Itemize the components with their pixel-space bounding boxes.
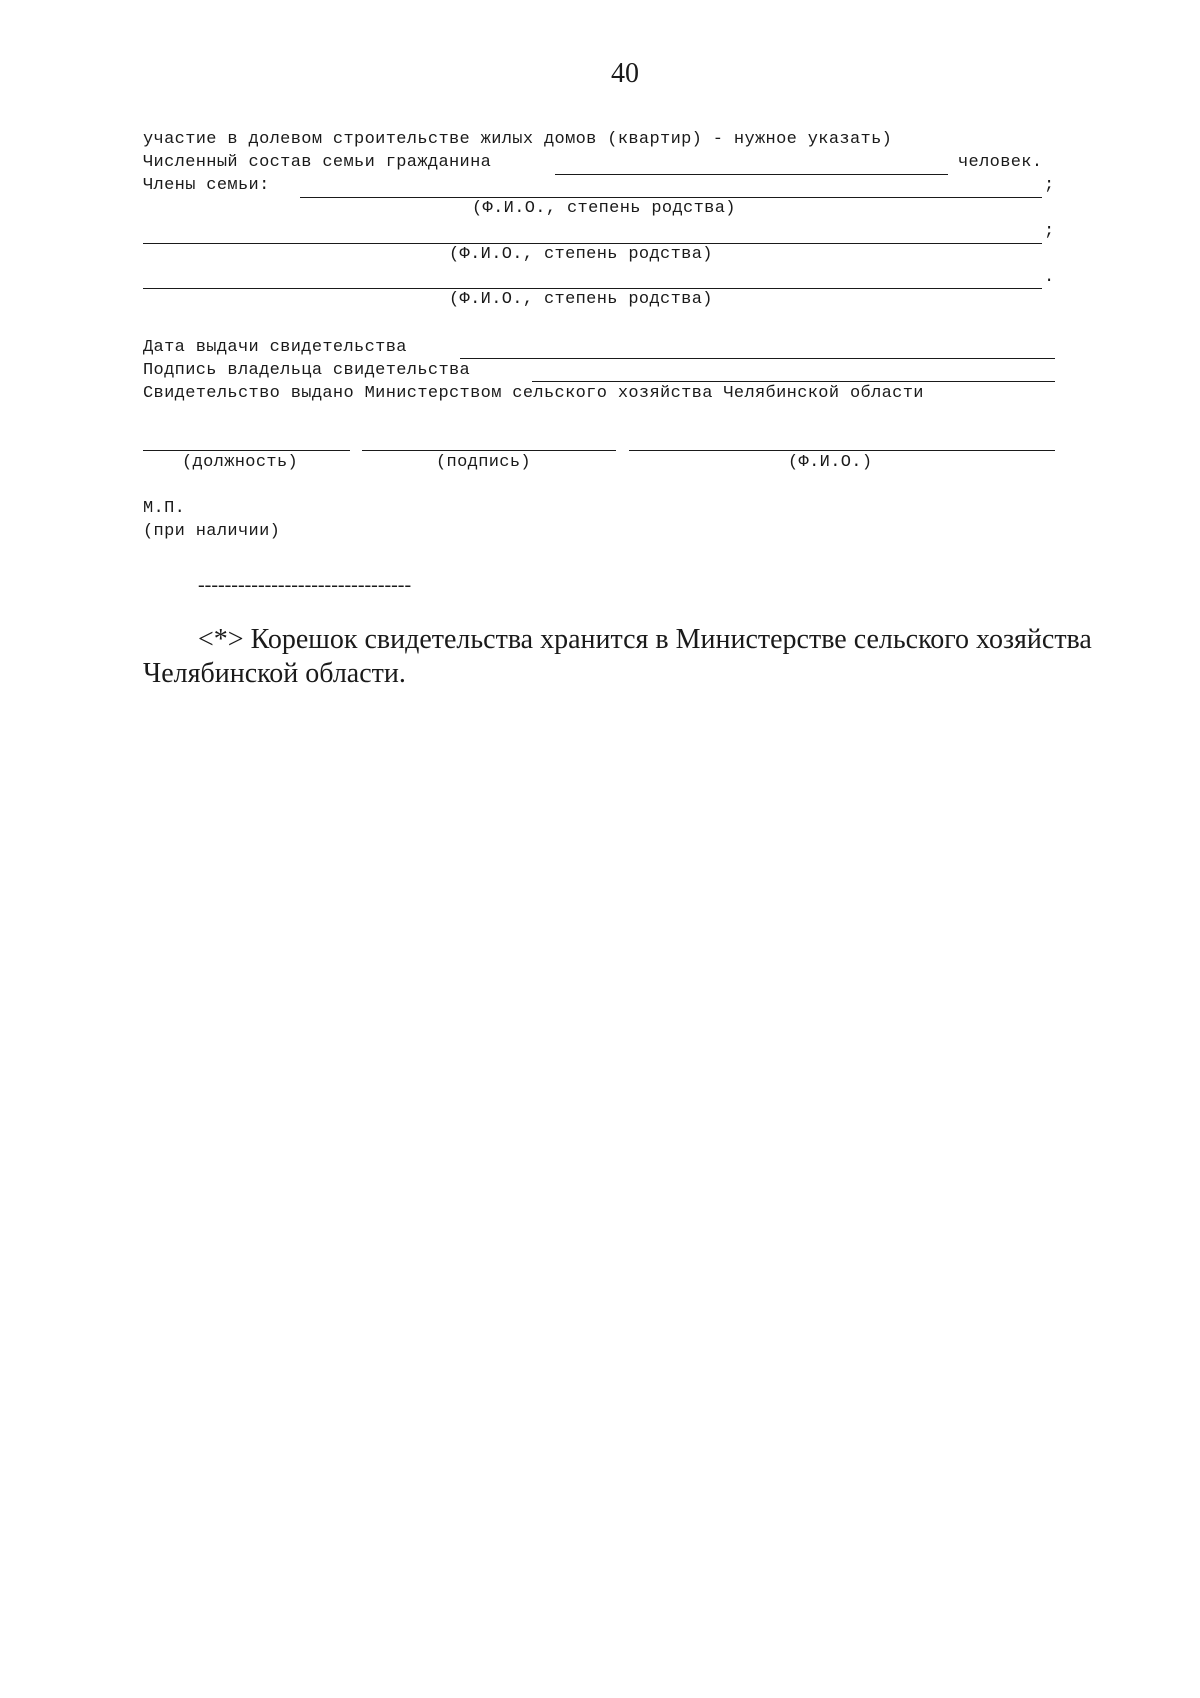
stamp-label: М.П. xyxy=(143,499,186,518)
fio-caption: (Ф.И.О.) xyxy=(788,453,873,472)
signature-caption: (подпись) xyxy=(436,453,531,472)
period: . xyxy=(1044,268,1055,287)
issue-date-field[interactable] xyxy=(460,358,1055,359)
family-member-3-field[interactable] xyxy=(143,288,1042,289)
participation-text: участие в долевом строительстве жилых домов (квартир) - нужное указать) xyxy=(143,130,893,149)
footnote-text-line-1: <*> Корешок свидетельства хранится в Министерстве сельского хозяйства xyxy=(198,624,1092,655)
position-caption: (должность) xyxy=(182,453,299,472)
semicolon: ; xyxy=(1044,176,1055,195)
stamp-note: (при наличии) xyxy=(143,522,281,541)
family-count-label: Численный состав семьи гражданина xyxy=(143,153,492,172)
family-member-2-field[interactable] xyxy=(143,243,1042,244)
family-members-label: Члены семьи: xyxy=(143,176,270,195)
issued-by-text: Свидетельство выдано Министерством сельского хозяйства Челябинской области xyxy=(143,384,924,403)
holder-signature-label: Подпись владельца свидетельства xyxy=(143,361,471,380)
family-member-2-caption: (Ф.И.О., степень родства) xyxy=(449,245,713,264)
holder-signature-field[interactable] xyxy=(532,381,1055,382)
semicolon: ; xyxy=(1044,222,1055,241)
fio-field[interactable] xyxy=(629,450,1055,451)
issue-date-label: Дата выдачи свидетельства xyxy=(143,338,407,357)
family-member-1-field[interactable] xyxy=(300,197,1042,198)
family-member-3-caption: (Ф.И.О., степень родства) xyxy=(449,290,713,309)
family-count-field[interactable] xyxy=(555,174,948,175)
footnote-separator: -------------------------------- xyxy=(198,574,412,596)
family-member-1-caption: (Ф.И.О., степень родства) xyxy=(472,199,736,218)
position-field[interactable] xyxy=(143,450,350,451)
signature-field[interactable] xyxy=(362,450,616,451)
footnote-text-line-2: Челябинской области. xyxy=(143,658,406,689)
page-number: 40 xyxy=(611,58,639,89)
family-count-suffix: человек. xyxy=(958,153,1043,172)
